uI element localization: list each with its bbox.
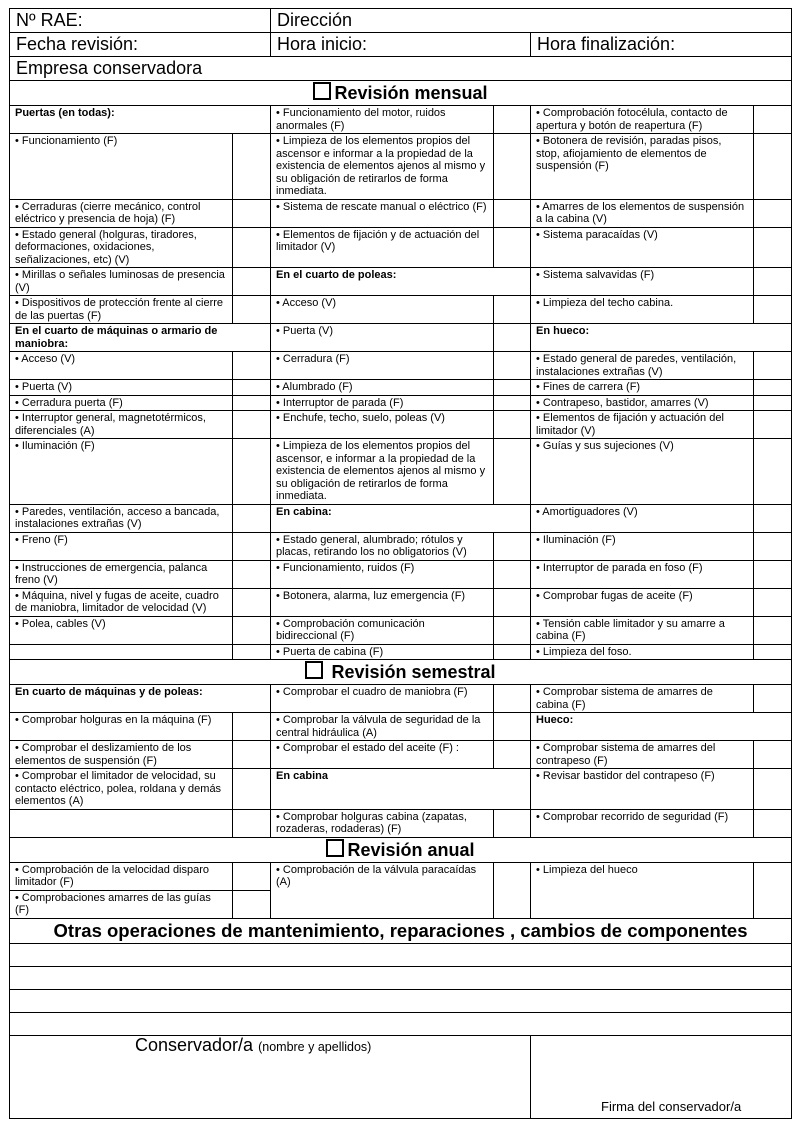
table-row	[10, 227, 792, 268]
item-label: • Comprobar fugas de aceite (F)	[531, 588, 754, 616]
item-label: • Tensión cable limitador y su amarre a cabina (F)	[531, 616, 754, 644]
item-label: • Polea, cables (V)	[10, 616, 233, 644]
item-label: Puertas (en todas):	[10, 106, 271, 134]
check-cell[interactable]	[494, 713, 531, 741]
table-row	[10, 439, 792, 505]
fecha-revision-field[interactable]: Fecha revisión:	[10, 33, 271, 57]
otras-line[interactable]	[10, 943, 792, 966]
check-cell[interactable]	[754, 134, 792, 200]
item-label: • Máquina, nivel y fugas de aceite, cuadro de maniobra, limitador de velocidad (V)	[10, 588, 233, 616]
item-label: • Dispositivos de protección frente al cierre de las puertas (F)	[10, 296, 233, 324]
direccion-field[interactable]: Dirección	[271, 9, 792, 33]
check-cell[interactable]	[494, 199, 531, 227]
item-label	[10, 809, 233, 837]
check-cell[interactable]	[233, 296, 271, 324]
checkbox-icon[interactable]	[326, 839, 344, 857]
check-cell[interactable]	[494, 560, 531, 588]
table-row	[10, 268, 792, 296]
table-row	[10, 411, 792, 439]
item-label: Hueco:	[531, 713, 792, 741]
item-label: • Acceso (V)	[10, 352, 233, 380]
check-cell[interactable]	[494, 324, 531, 352]
check-cell[interactable]	[233, 199, 271, 227]
item-label: • Cerradura (F)	[271, 352, 494, 380]
table-row	[10, 741, 792, 769]
check-cell[interactable]	[233, 713, 271, 741]
item-label: • Iluminación (F)	[531, 532, 754, 560]
table-row	[10, 380, 792, 396]
item-label: • Interruptor de parada (F)	[271, 395, 494, 411]
item-label: • Comprobación de la velocidad disparo limitador (F)	[10, 862, 233, 890]
check-cell[interactable]	[754, 352, 792, 380]
check-cell[interactable]	[494, 380, 531, 396]
item-label: • Contrapeso, bastidor, amarres (V)	[531, 395, 754, 411]
hora-finalizacion-field[interactable]: Hora finalización:	[531, 33, 792, 57]
item-label: • Comprobación comunicación bidireccional (F)	[271, 616, 494, 644]
item-label: En cuarto de máquinas y de poleas:	[10, 685, 271, 713]
table-row	[10, 395, 792, 411]
item-label: En cabina	[271, 769, 531, 810]
form-table	[9, 8, 792, 1119]
check-cell[interactable]	[494, 352, 531, 380]
firma-field[interactable]	[531, 1035, 792, 1118]
check-cell[interactable]	[494, 296, 531, 324]
item-label: • Puerta (V)	[10, 380, 233, 396]
item-label: • Comprobar recorrido de seguridad (F)	[531, 809, 754, 837]
check-cell[interactable]	[494, 439, 531, 505]
item-label: • Fines de carrera (F)	[531, 380, 754, 396]
section-anual	[10, 837, 792, 862]
maintenance-form	[9, 8, 791, 1119]
check-cell[interactable]	[233, 411, 271, 439]
check-cell[interactable]	[233, 439, 271, 505]
check-cell[interactable]	[754, 227, 792, 268]
check-cell[interactable]	[233, 380, 271, 396]
item-label: • Botonera, alarma, luz emergencia (F)	[271, 588, 494, 616]
item-label: • Iluminación (F)	[10, 439, 233, 505]
item-label: • Comprobar holguras en la máquina (F)	[10, 713, 233, 741]
check-cell[interactable]	[494, 227, 531, 268]
item-label: • Limpieza del techo cabina.	[531, 296, 754, 324]
check-cell[interactable]	[233, 395, 271, 411]
check-cell[interactable]	[754, 504, 792, 532]
item-label: • Comprobar sistema de amarres del contrapeso (F)	[531, 741, 754, 769]
check-cell[interactable]	[233, 588, 271, 616]
item-label: • Freno (F)	[10, 532, 233, 560]
item-label: • Mirillas o señales luminosas de presencia (V)	[10, 268, 233, 296]
item-label: • Comprobar el limitador de velocidad, su contacto eléctrico, polea, roldana y demás elementos (A)	[10, 769, 233, 810]
table-row	[10, 532, 792, 560]
check-cell[interactable]	[233, 769, 271, 810]
item-label: • Puerta (V)	[271, 324, 494, 352]
item-label: • Acceso (V)	[271, 296, 494, 324]
item-label: • Limpieza de los elementos propios del ascensor e informar a la propiedad de la existencia de elementos ajenos al mismo y su obligación de retirarlos de forma inmediata.	[271, 134, 494, 200]
item-label: • Comprobación fotocélula, contacto de apertura y botón de reapertura (F)	[531, 106, 754, 134]
item-label: • Comprobar holguras cabina (zapatas, rozaderas, rodaderas) (F)	[271, 809, 494, 837]
section-mensual	[10, 81, 792, 106]
check-cell[interactable]	[233, 532, 271, 560]
item-label: • Limpieza del foso.	[531, 644, 754, 660]
check-cell[interactable]	[754, 380, 792, 396]
checkbox-icon[interactable]	[313, 82, 331, 100]
item-label: • Estado general (holguras, tiradores, deformaciones, oxidaciones, señalizaciones, etc) (V)	[10, 227, 233, 268]
check-cell[interactable]	[233, 616, 271, 644]
item-label: • Sistema salvavidas (F)	[531, 268, 754, 296]
item-label: • Comprobar el cuadro de maniobra (F)	[271, 685, 494, 713]
check-cell[interactable]	[494, 411, 531, 439]
item-label: • Instrucciones de emergencia, palanca freno (V)	[10, 560, 233, 588]
check-cell[interactable]	[494, 685, 531, 713]
checkbox-icon[interactable]	[305, 661, 323, 679]
check-cell[interactable]	[233, 268, 271, 296]
check-cell[interactable]	[754, 809, 792, 837]
item-label: • Funcionamiento, ruidos (F)	[271, 560, 494, 588]
check-cell[interactable]	[233, 644, 271, 660]
check-cell[interactable]	[754, 532, 792, 560]
table-row	[10, 713, 792, 741]
check-cell[interactable]	[754, 411, 792, 439]
check-cell[interactable]	[754, 769, 792, 810]
conservador-label: Conservador/a	[135, 1034, 254, 1055]
item-label: • Limpieza de los elementos propios del ascensor, e informar a la propiedad de la existencia de elementos ajenos al mismo y su obligación de retirarlos de forma inmediata.	[271, 439, 494, 505]
table-row	[10, 644, 792, 660]
check-cell[interactable]	[754, 106, 792, 134]
table-row	[10, 296, 792, 324]
check-cell[interactable]	[754, 560, 792, 588]
section-title: Revisión semestral	[331, 662, 496, 682]
table-row	[10, 352, 792, 380]
check-cell[interactable]	[233, 227, 271, 268]
check-cell[interactable]	[494, 809, 531, 837]
item-label: • Cerraduras (cierre mecánico, control eléctrico y presencia de hoja) (F)	[10, 199, 233, 227]
check-cell[interactable]	[754, 395, 792, 411]
item-label: • Amarres de los elementos de suspensión a la cabina (V)	[531, 199, 754, 227]
item-label: • Paredes, ventilación, acceso a bancada, instalaciones extrañas (V)	[10, 504, 233, 532]
table-row	[10, 862, 792, 890]
check-cell[interactable]	[233, 504, 271, 532]
item-label: • Cerradura puerta (F)	[10, 395, 233, 411]
check-cell[interactable]	[494, 106, 531, 134]
item-label: • Comprobar el deslizamiento de los elementos de suspensión (F)	[10, 741, 233, 769]
item-label: En el cuarto de poleas:	[271, 268, 531, 296]
table-row	[10, 769, 792, 810]
table-row	[10, 504, 792, 532]
table-row	[10, 616, 792, 644]
check-cell[interactable]	[754, 588, 792, 616]
item-label: • Estado general, alumbrado; rótulos y placas, retirando los no obligatorios (V)	[271, 532, 494, 560]
check-cell[interactable]	[233, 741, 271, 769]
item-label: • Interruptor de parada en foso (F)	[531, 560, 754, 588]
otras-title: Otras operaciones de mantenimiento, reparaciones , cambios de componentes	[10, 918, 792, 943]
check-cell[interactable]	[754, 439, 792, 505]
item-label: En cabina:	[271, 504, 531, 532]
check-cell[interactable]	[754, 296, 792, 324]
item-label: • Limpieza del hueco	[531, 862, 754, 918]
check-cell[interactable]	[233, 809, 271, 837]
item-label: • Sistema paracaídas (V)	[531, 227, 754, 268]
table-row	[10, 199, 792, 227]
table-row	[10, 809, 792, 837]
item-label	[10, 644, 233, 660]
check-cell[interactable]	[233, 352, 271, 380]
item-label: • Puerta de cabina (F)	[271, 644, 494, 660]
check-cell[interactable]	[494, 395, 531, 411]
item-label: • Botonera de revisión, paradas pisos, stop, afiojamiento de elementos de suspensión (F)	[531, 134, 754, 200]
item-label: • Comprobar el estado del aceite (F) :	[271, 741, 494, 769]
section-title: Revisión anual	[347, 839, 475, 860]
item-label: En hueco:	[531, 324, 792, 352]
check-cell[interactable]	[233, 890, 271, 918]
check-cell[interactable]	[494, 862, 531, 918]
item-label: • Sistema de rescate manual o eléctrico (F)	[271, 199, 494, 227]
otras-line[interactable]	[10, 966, 792, 989]
hora-inicio-field[interactable]: Hora inicio:	[271, 33, 531, 57]
check-cell[interactable]	[754, 644, 792, 660]
table-row	[10, 588, 792, 616]
firma-label: Firma del conservador/a	[601, 1099, 742, 1114]
check-cell[interactable]	[754, 862, 792, 918]
item-label: • Revisar bastidor del contrapeso (F)	[531, 769, 754, 810]
item-label: En el cuarto de máquinas o armario de maniobra:	[10, 324, 271, 352]
check-cell[interactable]	[494, 616, 531, 644]
check-cell[interactable]	[754, 685, 792, 713]
item-label: • Comprobaciones amarres de las guías (F)	[10, 890, 233, 918]
item-label: • Alumbrado (F)	[271, 380, 494, 396]
check-cell[interactable]	[494, 588, 531, 616]
check-cell[interactable]	[233, 134, 271, 200]
mensual-rows	[10, 106, 792, 660]
item-label: • Interruptor general, magnetotérmicos, diferenciales (A)	[10, 411, 233, 439]
item-label: • Elementos de fijación y de actuación del limitador (V)	[271, 227, 494, 268]
check-cell[interactable]	[494, 741, 531, 769]
empresa-field[interactable]: Empresa conservadora	[10, 57, 792, 81]
item-label: • Amortiguadores (V)	[531, 504, 754, 532]
otras-line[interactable]	[10, 1012, 792, 1035]
item-label: • Enchufe, techo, suelo, poleas (V)	[271, 411, 494, 439]
check-cell[interactable]	[754, 741, 792, 769]
section-semestral	[10, 660, 792, 685]
conservador-note: (nombre y apellidos)	[258, 1039, 372, 1054]
check-cell[interactable]	[754, 199, 792, 227]
item-label: • Funcionamiento (F)	[10, 134, 233, 200]
item-label: • Elementos de fijación y actuación del limitador (V)	[531, 411, 754, 439]
rae-field[interactable]: Nº RAE:	[10, 9, 271, 33]
item-label: • Comprobar sistema de amarres de cabina (F)	[531, 685, 754, 713]
item-label: • Comprobación de la válvula paracaídas (A)	[271, 862, 494, 918]
table-row	[10, 134, 792, 200]
item-label: • Comprobar la válvula de seguridad de la central hidráulica (A)	[271, 713, 494, 741]
item-label: • Estado general de paredes, ventilación, instalaciones extrañas (V)	[531, 352, 754, 380]
table-row	[10, 685, 792, 713]
conservador-field[interactable]	[10, 1035, 531, 1118]
semestral-rows	[10, 685, 792, 838]
table-row	[10, 106, 792, 134]
check-cell[interactable]	[233, 862, 271, 890]
check-cell[interactable]	[494, 532, 531, 560]
check-cell[interactable]	[754, 616, 792, 644]
check-cell[interactable]	[494, 644, 531, 660]
table-row	[10, 560, 792, 588]
otras-line[interactable]	[10, 989, 792, 1012]
item-label: • Funcionamiento del motor, ruidos anormales (F)	[271, 106, 494, 134]
table-row	[10, 324, 792, 352]
check-cell[interactable]	[233, 560, 271, 588]
item-label: • Guías y sus sujeciones (V)	[531, 439, 754, 505]
check-cell[interactable]	[494, 134, 531, 200]
section-title: Revisión mensual	[334, 83, 488, 103]
check-cell[interactable]	[754, 268, 792, 296]
